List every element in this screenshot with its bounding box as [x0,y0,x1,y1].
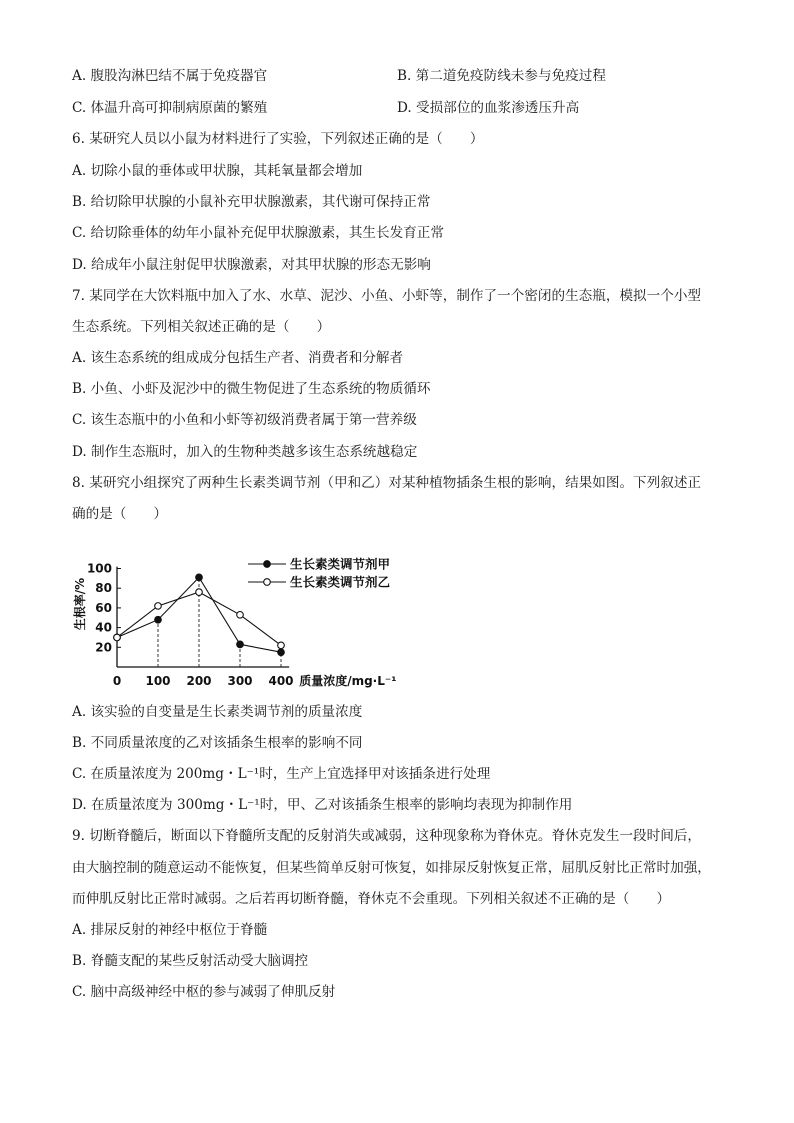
q9-stem-line1: 9. 切断脊髓后，断面以下脊髓所支配的反射消失或减弱，这种现象称为脊休克。脊休克发生一段时间后， [72,828,702,844]
y-tick-label: 80 [95,581,112,596]
q6-stem: 6. 某研究人员以小鼠为材料进行了实验，下列叙述正确的是（ ） [72,131,484,147]
q7-option-c: C. 该生态瓶中的小鱼和小虾等初级消费者属于第一营养级 [72,412,417,428]
q8-stem-line1: 8. 某研究小组探究了两种生长素类调节剂（甲和乙）对某种植物插条生根的影响，结果如图。下列叙述正 [72,475,702,491]
data-point [237,641,244,648]
y-axis-label: 生根率/% [73,577,87,631]
q6-option-a: A. 切除小鼠的垂体或甲状腺，其耗氧量都会增加 [72,163,363,179]
q9-option-c: C. 脑中高级神经中枢的参与减弱了伸肌反射 [72,984,336,1000]
q8-stem-line2: 确的是（ ） [72,506,168,522]
q6-option-b: B. 给切除甲状腺的小鼠补充甲状腺激素，其代谢可保持正常 [72,194,431,210]
q7-stem-line1: 7. 某同学在大饮料瓶中加入了水、水草、泥沙、小鱼、小虾等，制作了一个密闭的生态瓶，模拟一个小型 [72,288,702,304]
rooting-rate-chart [60,540,420,700]
chart-svg [60,540,420,700]
data-point [278,649,285,656]
q9-option-b: B. 脊髓支配的某些反射活动受大脑调控 [72,953,309,969]
y-tick-label: 60 [95,600,112,615]
q9-stem-line2: 由大脑控制的随意运动不能恢复，但某些简单反射可恢复，如排尿反射恢复正常，屈肌反射比正常时加强， [72,860,711,876]
legend-marker [264,561,271,568]
x-tick-label: 100 [145,674,171,688]
q7-option-b: B. 小鱼、小虾及泥沙中的微生物促进了生态系统的物质循环 [72,381,431,397]
x-axis-label: 质量浓度/mg·L⁻¹ [299,674,397,688]
y-tick-label: 20 [95,640,112,655]
data-point [278,642,285,649]
data-point [196,589,203,596]
data-point [114,634,121,641]
q9-option-a: A. 排尿反射的神经中枢位于脊髓 [72,922,268,938]
y-tick-label: 40 [95,620,112,635]
q5-option-d: D. 受损部位的血浆渗透压升高 [397,100,580,116]
legend-label: 生长素类调节剂甲 [290,556,391,572]
q5-option-a: A. 腹股沟淋巴结不属于免疫器官 [72,68,268,84]
q6-option-c: C. 给切除垂体的幼年小鼠补充促甲状腺激素，其生长发育正常 [72,225,444,241]
x-tick-label: 200 [186,674,212,688]
q8-option-a: A. 该实验的自变量是生长素类调节剂的质量浓度 [72,704,363,720]
x-tick-label: 0 [112,674,122,688]
q6-option-d: D. 给成年小鼠注射促甲状腺激素，对其甲状腺的形态无影响 [72,257,431,273]
data-point [196,574,203,581]
q7-option-a: A. 该生态系统的组成成分包括生产者、消费者和分解者 [72,350,404,366]
y-tick-label: 100 [86,561,112,576]
data-point [155,603,162,610]
data-point [155,616,162,623]
x-tick-label: 300 [227,674,253,688]
q8-option-c: C. 在质量浓度为 200mg・L⁻¹时，生产上宜选择甲对该插条进行处理 [72,766,491,782]
q7-option-d: D. 制作生态瓶时，加入的生物种类越多该生态系统越稳定 [72,444,418,460]
q8-option-b: B. 不同质量浓度的乙对该插条生根率的影响不同 [72,735,363,751]
legend-marker [264,579,271,586]
q8-option-d: D. 在质量浓度为 300mg・L⁻¹时，甲、乙对该插条生根率的影响均表现为抑制作用 [72,797,573,813]
q5-option-b: B. 第二道免疫防线未参与免疫过程 [397,68,606,84]
x-tick-label: 400 [268,674,294,688]
q5-option-c: C. 体温升高可抑制病原菌的繁殖 [72,100,268,116]
q7-stem-line2: 生态系统。下列相关叙述正确的是（ ） [72,319,331,335]
data-point [237,611,244,618]
q9-stem-line3: 而伸肌反射比正常时减弱。之后若再切断脊髓，脊休克不会重现。下列相关叙述不正确的是（ ） [72,891,671,907]
legend-label: 生长素类调节剂乙 [290,574,391,590]
